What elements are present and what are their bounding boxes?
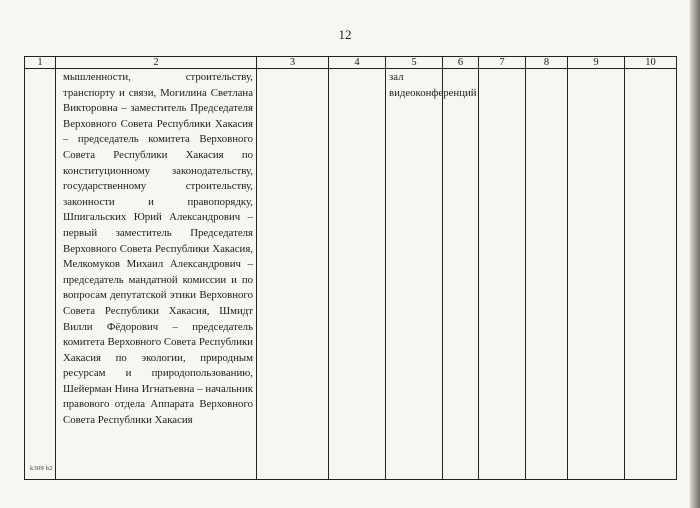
print-stamp: k309 b2 — [30, 465, 53, 472]
page-number: 12 — [338, 27, 352, 42]
table-cell — [526, 69, 568, 480]
table-cell — [479, 69, 526, 480]
table-cell — [443, 69, 479, 480]
column-header: 2 — [56, 57, 257, 69]
venue-text: зал видеоконференций — [389, 71, 477, 99]
column-header: 6 — [443, 57, 479, 69]
column-header: 5 — [386, 57, 443, 69]
document-table — [24, 56, 677, 480]
table-cell — [625, 69, 677, 480]
header-row — [25, 57, 677, 69]
table-cell — [56, 69, 257, 480]
column-header: 3 — [257, 57, 329, 69]
table-row — [25, 69, 677, 480]
table-cell — [568, 69, 625, 480]
column-header: 8 — [526, 57, 568, 69]
table-cell — [329, 69, 386, 480]
column-header: 1 — [25, 57, 56, 69]
table-cell — [386, 69, 477, 480]
table-cell — [257, 69, 329, 480]
column-header: 10 — [625, 57, 677, 69]
column-header: 7 — [479, 57, 526, 69]
column-header: 4 — [329, 57, 386, 69]
page-edge-shadow — [690, 0, 700, 508]
participants-text: мышленности, строительству, транспорту и связи, Могилина Светлана Викторовна – заместитель Председателя Верховного Совета Республики Хакасия – председатель комитета Верховного Совета Республики Хакасия по конституционному законодательству, государственному строительству, законности и правопорядку, Шпигальских Юрий Александрович – первый заместитель Председателя Верховного Совета Республики Хакасия, Мелкомуков Михаил Александрович – председатель мандатной комиссии и по вопросам депутатской этики Верховного Совета Республики Хакасия, Шмидт Вилли Фёдорович – председатель комитета Верховного Совета Республики Хакасия по экологии, природным ресурсам и природопользованию, Шейерман Нина Игнатьевна – начальник правового отдела Аппарата Верховного Совета Республики Хакасия — [63, 71, 253, 427]
column-header: 9 — [568, 57, 625, 69]
table-cell — [25, 69, 56, 480]
